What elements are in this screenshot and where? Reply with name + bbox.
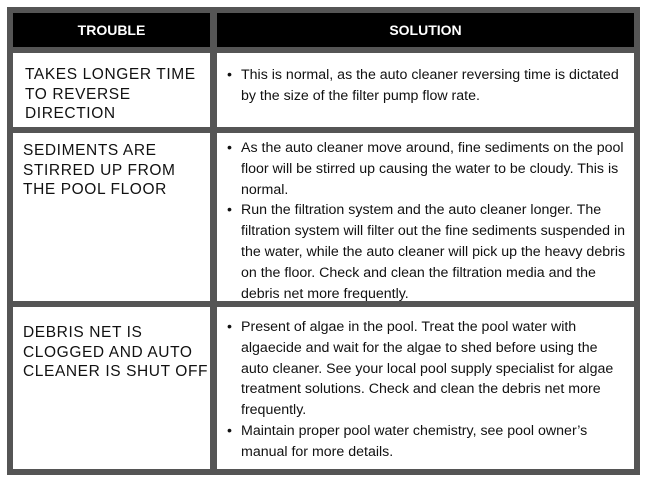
solution-item: • Present of algae in the pool. Treat the pool water with algaecide and wait for the algae to shed before using the auto cleaner. See your local pool supply specialist for algae treatment solutions. Check and clean the debris net more frequently.	[227, 317, 626, 421]
solution-item: • Maintain proper pool water chemistry, see pool owner’s manual for more details.	[227, 421, 626, 463]
trouble-cell: DEBRIS NET IS CLOGGED AND AUTO CLEANER IS SHUT OFF	[13, 307, 210, 469]
trouble-cell: TAKES LONGER TIME TO REVERSE DIRECTION	[13, 53, 210, 127]
header-solution: SOLUTION	[217, 13, 634, 47]
solution-item: • As the auto cleaner move around, fine sediments on the pool floor will be stirred up causing the water to be cloudy. This is normal.	[227, 138, 626, 200]
solution-item: • This is normal, as the auto cleaner reversing time is dictated by the size of the filter pump flow rate.	[227, 65, 626, 107]
solution-item: • Run the filtration system and the auto cleaner longer. The filtration system will filter out the fine sediments suspended in the water, while the auto cleaner will pick up the heavy debris on the floor. Check and clean the filtration media and the debris net more frequently.	[227, 200, 626, 304]
header-trouble: TROUBLE	[13, 13, 210, 47]
solution-cell	[217, 53, 634, 127]
solution-cell	[217, 307, 634, 469]
solution-cell	[217, 133, 634, 301]
trouble-cell: SEDIMENTS ARE STIRRED UP FROM THE POOL FLOOR	[13, 133, 210, 301]
